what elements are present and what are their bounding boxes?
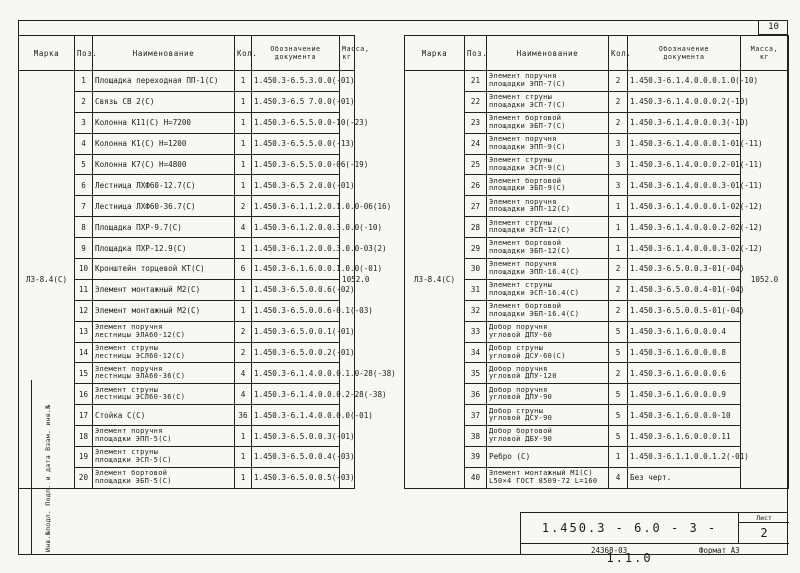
position-cell: 13 <box>75 321 93 342</box>
table-row <box>19 71 355 92</box>
name-cell <box>487 112 609 133</box>
quantity-cell: 2 <box>609 71 628 92</box>
header-mark: Марка <box>405 36 465 71</box>
position-cell: 40 <box>465 467 487 488</box>
name-cell <box>93 175 235 196</box>
quantity-cell: 4 <box>235 217 252 238</box>
name-line: площадки ЭСП-5(С) <box>95 455 172 464</box>
position-cell: 18 <box>75 426 93 447</box>
name-line: лестницы ЭСЛ60-36(С) <box>95 393 186 402</box>
position-cell: 15 <box>75 363 93 384</box>
position-cell: 14 <box>75 342 93 363</box>
spec-body-right <box>405 71 789 489</box>
name-cell <box>487 196 609 217</box>
name-line: угловой ДБУ-90 <box>489 435 553 444</box>
name-cell <box>487 133 609 154</box>
mass-cell: 1052.0 <box>741 71 789 489</box>
quantity-cell: 1 <box>235 467 252 488</box>
quantity-cell: 1 <box>609 217 628 238</box>
name-line: площадки ЭБП-9(С) <box>489 184 566 193</box>
mass-cell: 1052.0 <box>340 71 355 489</box>
name-line: Добор поручня <box>489 385 548 394</box>
position-cell: 24 <box>465 133 487 154</box>
name-line: площадки ЭБП-16.4(С) <box>489 309 580 318</box>
name-cell <box>93 363 235 384</box>
quantity-cell: 3 <box>609 154 628 175</box>
designation-cell: 1.450.3-6.1.4.0.0.0.3-02(-12) <box>628 238 741 259</box>
quantity-cell: 2 <box>609 300 628 321</box>
position-cell: 21 <box>465 71 487 92</box>
name-line: Связь СВ 2(С) <box>95 97 155 107</box>
position-cell: 1 <box>75 71 93 92</box>
header-qty: Кол. <box>609 36 628 71</box>
designation-cell: 1.450.3-6.5.5.0.0-06(-19) <box>252 154 340 175</box>
name-line: Площадка переходная ПП-1(С) <box>95 76 219 86</box>
quantity-cell: 2 <box>235 196 252 217</box>
quantity-cell: 5 <box>609 426 628 447</box>
name-line: Добор струны <box>489 406 544 415</box>
designation-cell: 1.450.3-6.1.4.0.0.0.1-01(-11) <box>628 133 741 154</box>
designation-cell: 1.450.3-6.1.4.0.0.0.1.0-28(-38) <box>252 363 340 384</box>
position-cell: 11 <box>75 279 93 300</box>
position-cell: 33 <box>465 321 487 342</box>
mark-cell: ЛЗ-8.4(С) <box>19 71 75 489</box>
name-cell <box>93 133 235 154</box>
name-cell <box>93 112 235 133</box>
position-cell: 31 <box>465 279 487 300</box>
name-line: угловой ДСУ-60(С) <box>489 351 566 360</box>
designation-cell: 1.450.3-6.5.0.0.6(-02) <box>252 279 340 300</box>
header-name: Наименование <box>93 36 235 71</box>
designation-cell: 1.450.3-6.5.3.0.0(-01) <box>252 71 340 92</box>
position-cell: 30 <box>465 259 487 280</box>
designation-cell: 1.450.3-6.5.0.0.3(-01) <box>252 426 340 447</box>
position-cell: 9 <box>75 238 93 259</box>
quantity-cell: 1 <box>235 447 252 468</box>
name-line: Элемент поручня <box>489 197 557 206</box>
designation-cell: 1.450.3-6.5.0.0.1(-01) <box>252 321 340 342</box>
name-cell <box>93 384 235 405</box>
name-line: площадки ЭБП-12(С) <box>489 247 571 256</box>
title-footer <box>521 543 789 556</box>
designation-cell: 1.450.3-6.5.0.0.6-0.1(-03) <box>252 300 340 321</box>
name-line: площадки ЭПП-9(С) <box>489 142 566 151</box>
quantity-cell: 5 <box>609 321 628 342</box>
name-line: площадки ЭСП-12(С) <box>489 226 571 235</box>
name-line: Элемент струны <box>95 448 159 457</box>
name-cell <box>93 467 235 488</box>
designation-cell: 1.450.3-6.1.6.0.0.0.4 <box>628 321 741 342</box>
name-line: площадки ЭБП-7(С) <box>489 121 566 130</box>
position-cell: 22 <box>465 91 487 112</box>
name-line: L50×4 ГОСТ 8509-72 L=160 <box>489 476 598 485</box>
header-name: Наименование <box>487 36 609 71</box>
designation-cell: 1.450.3-6.1.4.0.0.0.2(-10) <box>628 91 741 112</box>
designation-cell: 1.450.3-6.1.6.0.0.1.0.0(-01) <box>252 259 340 280</box>
name-cell <box>487 91 609 112</box>
name-cell <box>93 300 235 321</box>
name-line: Элемент монтажный М2(С) <box>95 285 201 295</box>
name-line: площадки ЭПП-16.4(С) <box>489 267 580 276</box>
name-cell <box>487 71 609 92</box>
position-cell: 36 <box>465 384 487 405</box>
quantity-cell: 36 <box>235 405 252 426</box>
position-cell: 27 <box>465 196 487 217</box>
position-cell: 2 <box>75 91 93 112</box>
designation-cell: 1.450.3-6.1.1.2.0.1.0.0-06(16) <box>252 196 340 217</box>
quantity-cell: 1 <box>235 71 252 92</box>
name-line: угловой ДПУ-120 <box>489 372 557 381</box>
name-cell <box>487 405 609 426</box>
quantity-cell: 1 <box>235 154 252 175</box>
name-cell <box>93 342 235 363</box>
designation-cell: 1.450.3-6.5.0.0.4(-03) <box>252 447 340 468</box>
position-cell: 5 <box>75 154 93 175</box>
header-pos: Поз. <box>465 36 487 71</box>
designation-cell: 1.450.3-6.1.6.0.0.0-10 <box>628 405 741 426</box>
table-row <box>405 71 789 92</box>
name-line: Колонна К1(С) Н=1200 <box>95 139 187 149</box>
designation-cell: 1.450.3-6.1.4.0.0.0.2-02(-12) <box>628 217 741 238</box>
name-cell <box>487 342 609 363</box>
designation-cell: 1.450.3-6.1.2.0.0.3.0.0(-10) <box>252 217 340 238</box>
position-cell: 32 <box>465 300 487 321</box>
quantity-cell: 5 <box>609 342 628 363</box>
name-line: угловой ДПУ-60 <box>489 330 553 339</box>
position-cell: 34 <box>465 342 487 363</box>
position-cell: 25 <box>465 154 487 175</box>
name-line: Элемент поручня <box>95 364 163 373</box>
name-line: площадки ЭПП-12(С) <box>489 205 571 214</box>
spec-table-left <box>18 35 396 489</box>
designation-cell: 1.450.3-6.5.0.0.3-01(-04) <box>628 259 741 280</box>
mark-cell: ЛЗ-8.4(С) <box>405 71 465 489</box>
quantity-cell: 1 <box>609 447 628 468</box>
designation-cell: 1.450.3-6.1.4.0.0.0.2-01(-11) <box>628 154 741 175</box>
position-cell: 29 <box>465 238 487 259</box>
position-cell: 26 <box>465 175 487 196</box>
page-number: 10 <box>758 20 788 35</box>
name-cell <box>93 279 235 300</box>
quantity-cell: 1 <box>235 238 252 259</box>
table-header-row <box>405 36 789 71</box>
name-line: Элемент бортовой <box>489 239 562 248</box>
name-cell <box>93 238 235 259</box>
name-line: угловой ДСУ-90 <box>489 414 553 423</box>
name-cell <box>487 447 609 468</box>
position-cell: 28 <box>465 217 487 238</box>
designation-cell: 1.450.3-6.5 7.0.0(-01) <box>252 91 340 112</box>
header-qty: Кол. <box>235 36 252 71</box>
name-line: Стойка С(С) <box>95 410 146 420</box>
quantity-cell: 4 <box>609 467 628 488</box>
name-line: площадки ЭСП-16.4(С) <box>489 288 580 297</box>
name-line: Колонна К7(С) Н=4800 <box>95 160 187 169</box>
spec-table-right <box>404 35 789 489</box>
side-stamp-text: Инв.№подл. Подп. и дата Взам. инв.№ <box>44 404 52 552</box>
name-line: Добор поручня <box>489 364 548 373</box>
quantity-cell: 2 <box>235 321 252 342</box>
name-line: Элемент поручня <box>95 323 163 332</box>
name-line: Добор поручня <box>489 323 548 332</box>
designation-cell: 1.450.3-6.1.4.0.0.0.3-01(-11) <box>628 175 741 196</box>
name-cell <box>487 426 609 447</box>
designation-cell: 1.450.3-6.1.4.0.0.0.1-02(-12) <box>628 196 741 217</box>
name-cell <box>487 259 609 280</box>
quantity-cell: 4 <box>235 384 252 405</box>
designation-cell: 1.450.3-6.5.5.0.0(-13) <box>252 133 340 154</box>
quantity-cell: 2 <box>609 279 628 300</box>
name-line: Площадка ПХР-9.7(С) <box>95 222 182 232</box>
quantity-cell: 2 <box>609 259 628 280</box>
name-line: Кронштейн торцевой КТ(С) <box>95 264 205 274</box>
name-cell <box>93 71 235 92</box>
designation-cell: 1.450.3-6.5.0.0.5(-03) <box>252 467 340 488</box>
designation-cell: 1.450.3-6.1.4.0.0.0.0(-01) <box>252 405 340 426</box>
designation-cell: 1.450.3-6.1.6.0.0.0.8 <box>628 342 741 363</box>
name-cell <box>93 321 235 342</box>
header-mass: Масса, кг <box>340 36 355 71</box>
position-cell: 4 <box>75 133 93 154</box>
name-line: лестницы ЭСЛ60-12(С) <box>95 351 186 360</box>
quantity-cell: 1 <box>235 175 252 196</box>
name-cell <box>487 217 609 238</box>
quantity-cell: 2 <box>609 91 628 112</box>
quantity-cell: 3 <box>609 133 628 154</box>
name-line: Элемент поручня <box>489 260 557 269</box>
spec-body-left <box>19 71 396 489</box>
quantity-cell: 5 <box>609 405 628 426</box>
name-line: угловой ДПУ-90 <box>489 393 553 402</box>
position-cell: 19 <box>75 447 93 468</box>
name-line: Колонна К11(С) Н=7200 <box>95 118 192 128</box>
name-cell <box>487 363 609 384</box>
name-line: лестницы ЭЛА60-12(С) <box>95 330 186 339</box>
name-cell <box>487 384 609 405</box>
designation-cell: 1.450.3-6.5.5.0.0-10(-23) <box>252 112 340 133</box>
name-line: Элемент струны <box>489 281 553 290</box>
name-cell <box>487 279 609 300</box>
header-mass: Масса, кг <box>741 36 789 71</box>
sheet-label: Лист <box>739 513 789 523</box>
name-line: площадки ЭПП-5(С) <box>95 435 172 444</box>
position-cell: 17 <box>75 405 93 426</box>
name-cell <box>93 154 235 175</box>
name-cell <box>487 154 609 175</box>
quantity-cell: 1 <box>235 133 252 154</box>
quantity-cell: 1 <box>609 196 628 217</box>
name-line: Лестница ЛХФ60-36.7(С) <box>95 201 196 211</box>
quantity-cell: 6 <box>235 259 252 280</box>
designation-cell: 1.450.3-6.5 2.0.0(-01) <box>252 175 340 196</box>
name-line: Элемент поручня <box>489 72 557 81</box>
name-cell <box>487 175 609 196</box>
name-line: лестницы ЭЛА60-36(С) <box>95 372 186 381</box>
position-cell: 39 <box>465 447 487 468</box>
designation-cell: 1.450.3-6.1.2.0.0.3.0.0-03(2) <box>252 238 340 259</box>
designation-cell: 1.450.3-6.1.4.0.0.0.1.0(-10) <box>628 71 741 92</box>
header-mark: Марка <box>19 36 75 71</box>
name-line: Элемент монтажный М2(С) <box>95 306 201 316</box>
name-cell <box>487 300 609 321</box>
quantity-cell: 1 <box>235 91 252 112</box>
sheet-number: 2 <box>760 526 768 540</box>
position-cell: 6 <box>75 175 93 196</box>
name-cell <box>487 238 609 259</box>
table-header-row <box>19 36 355 71</box>
name-cell <box>93 196 235 217</box>
quantity-cell: 1 <box>609 238 628 259</box>
quantity-cell: 4 <box>235 363 252 384</box>
name-line: Элемент струны <box>95 385 159 394</box>
quantity-cell: 2 <box>609 112 628 133</box>
position-cell: 10 <box>75 259 93 280</box>
name-cell <box>93 447 235 468</box>
designation-cell: Без черт. <box>628 467 741 488</box>
name-line: площадки ЭСП-9(С) <box>489 163 566 172</box>
designation-cell: 1.450.3-6.5.0.0.5-01(-04) <box>628 300 741 321</box>
position-cell: 12 <box>75 300 93 321</box>
header-pos: Поз. <box>75 36 93 71</box>
position-cell: 38 <box>465 426 487 447</box>
position-cell: 3 <box>75 112 93 133</box>
quantity-cell: 2 <box>235 342 252 363</box>
name-cell <box>93 91 235 112</box>
header-designation: Обозначение документа <box>252 36 340 71</box>
name-line: Элемент монтажный М1(С) <box>489 469 593 478</box>
designation-cell: 1.450.3-6.1.6.0.0.0.11 <box>628 426 741 447</box>
designation-cell: 1.450.3-6.1.6.0.0.0.6 <box>628 363 741 384</box>
name-line: Элемент струны <box>95 343 159 352</box>
designation-cell: 1.450.3-6.1.4.0.0.0.2-28(-38) <box>252 384 340 405</box>
name-line: Элемент струны <box>489 155 553 164</box>
name-cell <box>93 405 235 426</box>
quantity-cell: 2 <box>609 363 628 384</box>
name-line: Элемент струны <box>489 93 553 102</box>
position-cell: 23 <box>465 112 487 133</box>
quantity-cell: 1 <box>235 300 252 321</box>
quantity-cell: 3 <box>609 175 628 196</box>
name-line: Элемент бортовой <box>489 176 562 185</box>
name-line: Элемент бортовой <box>489 114 562 123</box>
position-cell: 8 <box>75 217 93 238</box>
quantity-cell: 1 <box>235 426 252 447</box>
designation-cell: 1.450.3-6.1.6.0.0.0.9 <box>628 384 741 405</box>
name-line: Элемент поручня <box>95 427 163 436</box>
name-line: Элемент струны <box>489 218 553 227</box>
designation-cell: 1.450.3-6.1.4.0.0.0.3(-10) <box>628 112 741 133</box>
quantity-cell: 5 <box>609 384 628 405</box>
name-line: Ребро (С) <box>489 452 531 462</box>
format-label: Формат А3 <box>699 546 740 555</box>
inventory-number: 24368-03 <box>591 546 628 555</box>
name-line: площадки ЭСП-7(С) <box>489 100 566 109</box>
name-line: площадки ЭПП-7(С) <box>489 79 566 88</box>
name-cell <box>487 467 609 488</box>
document-code: 1.450.3 - 6.0 - 3 - 1.1.0 <box>521 513 739 543</box>
position-cell: 20 <box>75 467 93 488</box>
name-cell <box>93 259 235 280</box>
designation-cell: 1.450.3-6.1.1.0.0.1.2(-01) <box>628 447 741 468</box>
designation-cell: 1.450.3-6.5.0.0.2(-01) <box>252 342 340 363</box>
name-line: Добор бортовой <box>489 427 553 436</box>
name-line: Элемент поручня <box>489 135 557 144</box>
name-cell <box>93 217 235 238</box>
quantity-cell: 1 <box>235 112 252 133</box>
header-designation: Обозначение документа <box>628 36 741 71</box>
name-line: Площадка ПХР-12.9(С) <box>95 243 187 253</box>
name-line: Элемент бортовой <box>489 302 562 311</box>
designation-cell: 1.450.3-6.5.0.0.4-01(-04) <box>628 279 741 300</box>
name-line: площадки ЭБП-5(С) <box>95 476 172 485</box>
name-line: Лестница ЛХФ60-12.7(С) <box>95 180 196 190</box>
name-line: Добор струны <box>489 343 544 352</box>
position-cell: 7 <box>75 196 93 217</box>
title-block <box>520 512 788 565</box>
position-cell: 35 <box>465 363 487 384</box>
name-cell <box>93 426 235 447</box>
quantity-cell: 1 <box>235 279 252 300</box>
position-cell: 16 <box>75 384 93 405</box>
name-cell <box>487 321 609 342</box>
name-line: Элемент бортовой <box>95 469 168 478</box>
position-cell: 37 <box>465 405 487 426</box>
